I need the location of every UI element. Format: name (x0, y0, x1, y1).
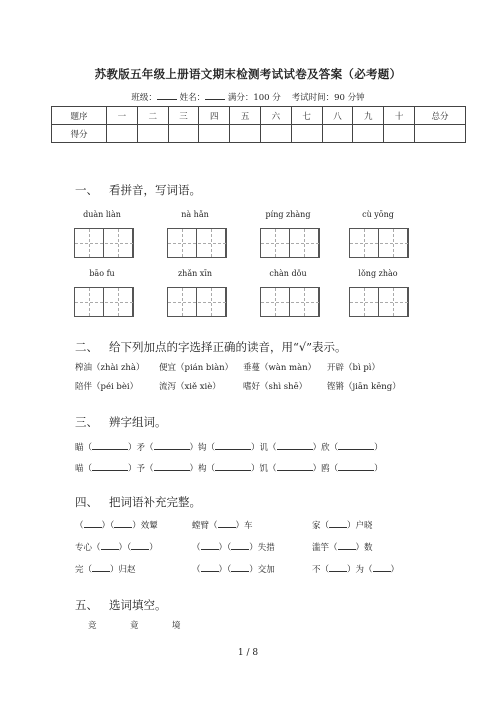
answer-blank[interactable] (218, 519, 236, 528)
pinyin-label: nà hǎn (181, 210, 209, 219)
idiom-text: ）户晓 (347, 521, 373, 531)
idiom-text: （ (75, 521, 84, 531)
idiom-text: （ (192, 543, 201, 553)
pinyin-label: chàn dǒu (269, 269, 307, 278)
char-label: 瞄（ (75, 443, 93, 453)
section-4-heading (75, 494, 201, 510)
section-title: 把词语补充完整。 (108, 495, 201, 509)
pronunciation-item[interactable]: 垂蔓（wàn màn） (243, 363, 317, 373)
idiom-text: ） (390, 565, 400, 575)
score-header-cell: 三 (168, 107, 199, 125)
score-value-row (52, 125, 466, 143)
score-header-cell: 总分 (415, 107, 466, 125)
word-group-line-2 (75, 462, 383, 474)
section-3-heading (75, 414, 166, 430)
guide-line (182, 229, 183, 257)
class-blank[interactable] (157, 91, 177, 100)
char-label: ）鸥（ (312, 464, 339, 474)
idiom-text: ）（ (101, 521, 115, 531)
section-number: 一、 (75, 183, 98, 197)
exam-info (0, 91, 496, 103)
score-cell[interactable] (260, 125, 291, 143)
guide-line (350, 243, 408, 244)
pinyin-label: duàn liàn (83, 210, 121, 219)
answer-blank[interactable] (154, 441, 190, 450)
guide-line (275, 288, 276, 316)
answer-blank[interactable] (231, 563, 249, 572)
idiom-line-2 (75, 541, 435, 553)
char-label: ）讥（ (251, 443, 277, 453)
score-cell[interactable] (291, 125, 322, 143)
guide-line (304, 288, 305, 316)
guide-line (211, 229, 212, 257)
pinyin-label: zhǎn xīn (177, 269, 213, 278)
answer-blank[interactable] (114, 519, 132, 528)
score-header-cell: 五 (230, 107, 261, 125)
guide-line (182, 288, 183, 316)
answer-blank[interactable] (92, 462, 128, 471)
char-label: ）构（ (189, 464, 216, 474)
writing-grid[interactable] (167, 228, 227, 258)
score-cell[interactable] (384, 125, 415, 143)
answer-blank[interactable] (231, 541, 249, 550)
idiom-text: ）（ (118, 543, 132, 553)
section-title: 选词填空。 (108, 598, 167, 612)
section-5-heading (75, 597, 166, 613)
answer-blank[interactable] (338, 541, 356, 550)
pinyin-label: bāo fu (89, 269, 115, 278)
idiom-text: ）效颦 (132, 521, 158, 531)
score-header-cell: 一 (107, 107, 138, 125)
score-header-cell: 四 (199, 107, 230, 125)
answer-blank[interactable] (201, 563, 219, 572)
score-header-cell: 二 (137, 107, 168, 125)
guide-line (393, 288, 394, 316)
pronunciation-item[interactable]: 铿锵（jiān kēng） (327, 382, 401, 392)
guide-line (168, 302, 226, 303)
guide-line (89, 288, 90, 316)
guide-line (275, 229, 276, 257)
idiom-text: ）（ (218, 565, 232, 575)
pronunciation-item[interactable]: 开辟（bì pì） (327, 363, 381, 373)
score-cell[interactable] (199, 125, 230, 143)
writing-grid[interactable] (260, 287, 320, 317)
guide-line (168, 243, 226, 244)
score-header-cell: 九 (353, 107, 384, 125)
page-number: 1 / 8 (237, 648, 259, 658)
name-label: 姓名： (179, 93, 206, 103)
idiom-text: ）失措 (249, 543, 275, 553)
char-label: ） (374, 464, 383, 474)
idiom-text: ）为（ (347, 565, 373, 575)
writing-grid[interactable] (349, 287, 409, 317)
pinyin-label: lǒng zhào (358, 269, 398, 278)
time-label: 考试时间：90 分钟 (291, 93, 365, 103)
word-choices (88, 619, 288, 631)
answer-blank[interactable] (92, 563, 110, 572)
guide-line (350, 302, 408, 303)
char-label: ） (374, 443, 383, 453)
score-row-label: 得分 (52, 125, 107, 143)
score-label: 满分：100 分 (227, 93, 281, 103)
pinyin-label: cù yōng (362, 210, 394, 219)
score-header-cell: 八 (322, 107, 353, 125)
idiom-text: 滥竽（ (312, 543, 338, 553)
idiom-text: 家（ (312, 521, 330, 531)
word-choice: 竞 (88, 621, 97, 631)
section-number: 四、 (75, 495, 98, 509)
idiom-line-3 (75, 563, 435, 575)
guide-line (393, 229, 394, 257)
score-cell[interactable] (322, 125, 353, 143)
pronunciation-item[interactable]: 便宜（pián biàn） (159, 363, 234, 373)
answer-blank[interactable] (373, 563, 391, 572)
answer-blank[interactable] (277, 441, 313, 450)
word-choice: 境 (172, 621, 181, 631)
char-label: 喵（ (75, 464, 93, 474)
guide-line (304, 229, 305, 257)
writing-grid[interactable] (349, 228, 409, 258)
idiom-line-1 (75, 519, 435, 531)
answer-blank[interactable] (215, 462, 251, 471)
answer-blank[interactable] (101, 541, 119, 550)
idiom-text: （ (192, 565, 201, 575)
section-title: 看拼音，写词语。 (108, 183, 201, 197)
score-header-cell: 七 (291, 107, 322, 125)
char-label: ）钩（ (189, 443, 216, 453)
score-cell[interactable] (107, 125, 138, 143)
char-label: ）饥（ (251, 464, 277, 474)
score-header-cell: 题序 (52, 107, 107, 125)
pronunciation-item[interactable]: 流泻（xiě xiè） (159, 382, 221, 392)
score-cell[interactable] (353, 125, 384, 143)
guide-line (364, 229, 365, 257)
answer-blank[interactable] (92, 441, 128, 450)
class-label: 班级： (131, 93, 157, 103)
writing-grid[interactable] (167, 287, 227, 317)
score-cell[interactable] (415, 125, 466, 143)
answer-blank[interactable] (329, 519, 347, 528)
pinyin-label: píng zhàng (265, 210, 311, 219)
answer-blank[interactable] (84, 519, 102, 528)
guide-line (75, 243, 133, 244)
writing-grid[interactable] (74, 287, 134, 317)
section-number: 三、 (75, 415, 98, 429)
idiom-text: 完（ (75, 565, 93, 575)
section-title: 辨字组词。 (108, 415, 167, 429)
score-header-cell: 十 (384, 107, 415, 125)
idiom-text: ） (149, 543, 158, 553)
answer-blank[interactable] (201, 541, 219, 550)
answer-blank[interactable] (215, 441, 251, 450)
char-label: ）矛（ (128, 443, 154, 453)
section-1-heading (75, 182, 201, 198)
word-group-line-1 (75, 441, 383, 453)
pronunciation-item[interactable]: 嗜好（shì shē） (243, 382, 308, 392)
guide-line (89, 229, 90, 257)
section-2-heading (75, 339, 347, 355)
idiom-text: ）交加 (249, 565, 275, 575)
section-number: 二、 (75, 340, 98, 354)
idiom-text: 专心（ (75, 543, 101, 553)
guide-line (261, 302, 319, 303)
idiom-text: 不（ (312, 565, 330, 575)
guide-line (118, 229, 119, 257)
char-label: ）欣（ (312, 443, 339, 453)
idiom-text: ）归赵 (110, 565, 136, 575)
answer-blank[interactable] (154, 462, 190, 471)
word-choice: 竟 (130, 621, 139, 631)
answer-blank[interactable] (329, 563, 347, 572)
writing-grid[interactable] (260, 228, 320, 258)
answer-blank[interactable] (338, 441, 374, 450)
score-table (51, 106, 466, 143)
score-cell[interactable] (137, 125, 168, 143)
writing-grid[interactable] (74, 228, 134, 258)
pronunciation-item[interactable]: 榨油（zhài zhà） (75, 363, 145, 373)
score-header-row (52, 107, 466, 125)
page-title: 苏教版五年级上册语文期末检测考试试卷及答案（必考题） (94, 67, 402, 81)
guide-line (364, 288, 365, 316)
score-cell[interactable] (168, 125, 199, 143)
answer-blank[interactable] (277, 462, 313, 471)
answer-blank[interactable] (338, 462, 374, 471)
section-title: 给下列加点的字选择正确的读音，用“√”表示。 (108, 340, 347, 354)
answer-blank[interactable] (131, 541, 149, 550)
name-blank[interactable] (205, 91, 225, 100)
score-cell[interactable] (230, 125, 261, 143)
idiom-text: ）（ (218, 543, 232, 553)
idiom-text: 螳臂（ (192, 521, 218, 531)
char-label: ）予（ (128, 464, 154, 474)
pronunciation-item[interactable]: 陪伴（péi bèi） (75, 382, 139, 392)
idiom-text: ）车 (235, 521, 253, 531)
idiom-text: ）数 (355, 543, 373, 553)
score-header-cell: 六 (260, 107, 291, 125)
section-number: 五、 (75, 598, 98, 612)
guide-line (211, 288, 212, 316)
guide-line (118, 288, 119, 316)
guide-line (75, 302, 133, 303)
guide-line (261, 243, 319, 244)
